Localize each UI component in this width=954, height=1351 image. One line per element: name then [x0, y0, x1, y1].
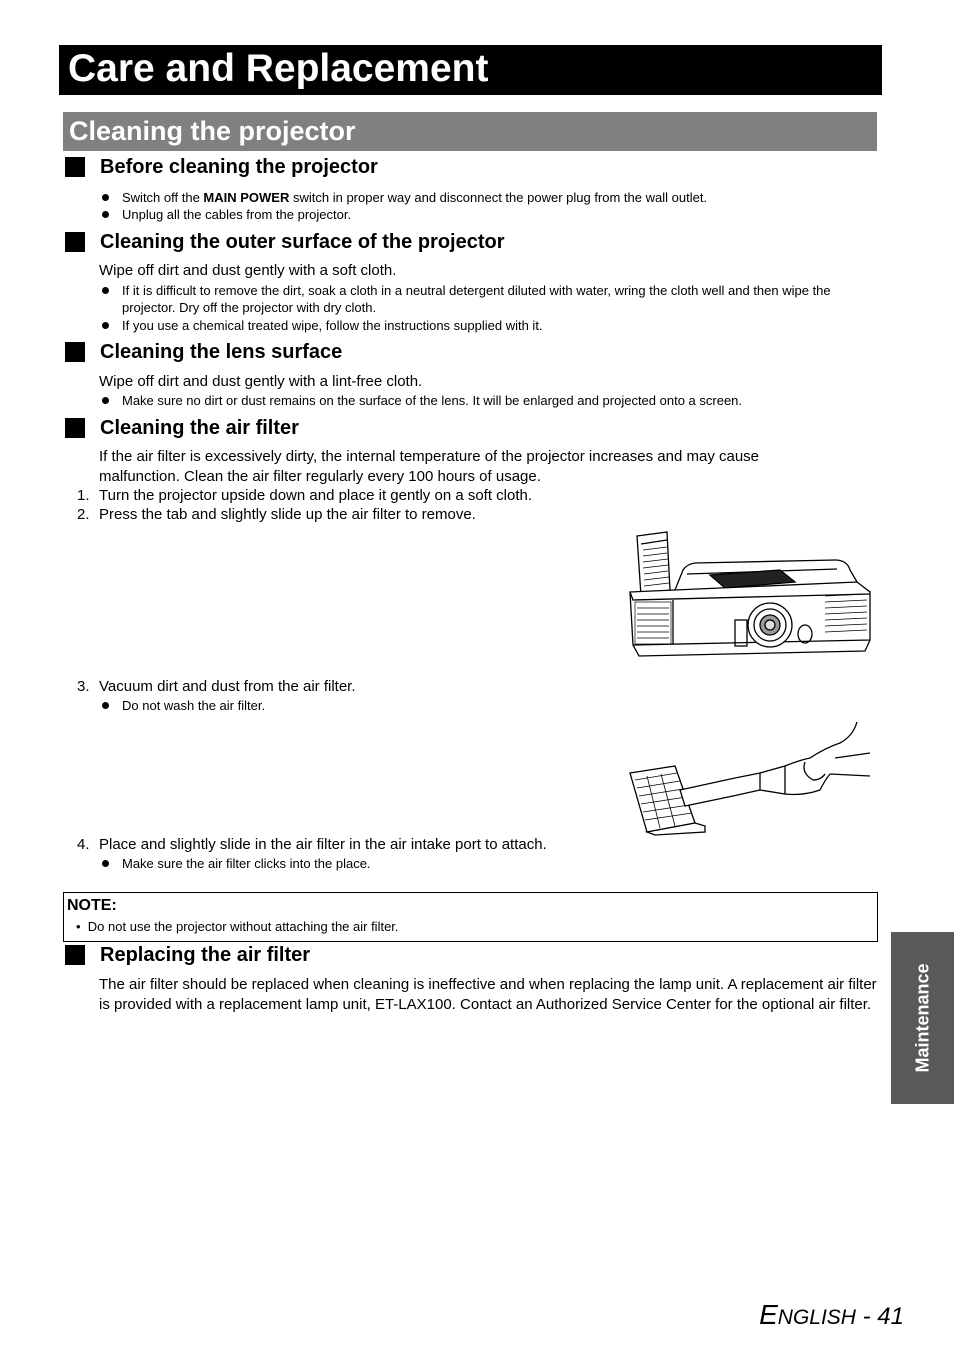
heading-square-icon [65, 232, 85, 252]
heading-text: Cleaning the lens surface [100, 341, 343, 363]
bullet-icon [102, 322, 109, 329]
paragraph: If the air filter is excessively dirty, the internal temperature of the projector increases and may cause malfunction. Clean the air filter regularly every 100 hours of usage. [99, 448, 760, 485]
page-footer: ENGLISH - 41 [759, 1299, 904, 1330]
heading-text: Cleaning the outer surface of the projector [100, 231, 505, 253]
paragraph: Wipe off dirt and dust gently with a lint-free cloth. [99, 373, 423, 390]
projector-illustration [625, 530, 875, 662]
paragraph: The air filter should be replaced when cleaning is ineffective and when replacing the lamp unit. A replacement air filter is provided with a replacement lamp unit, ET-LAX100. Contact an Authorized Service Center for the optional air filter. [99, 976, 877, 1013]
heading-square-icon [65, 945, 85, 965]
note-label: NOTE: [67, 897, 117, 914]
heading-square-icon [65, 157, 85, 177]
heading-square-icon [65, 418, 85, 438]
bullet-icon [102, 702, 109, 709]
heading-text: Before cleaning the projector [100, 156, 378, 178]
note-text: • Do not use the projector without attaching the air filter. [76, 919, 399, 934]
note-box [63, 892, 878, 942]
paragraph: Wipe off dirt and dust gently with a soft cloth. [99, 262, 397, 279]
bullet-icon [102, 211, 109, 218]
side-tab-maintenance: Maintenance [891, 932, 954, 1104]
section-title-bar [63, 112, 877, 151]
heading-text: Cleaning the air filter [100, 417, 299, 439]
vacuum-illustration [625, 718, 875, 836]
page-title-bar [59, 45, 882, 95]
heading-text: Replacing the air filter [100, 944, 311, 966]
bullet-icon [102, 287, 109, 294]
bullet-icon [102, 194, 109, 201]
page-title: Care and Replacement [68, 47, 489, 90]
section-title: Cleaning the projector [69, 116, 356, 146]
bullet-icon [102, 860, 109, 867]
bullet-icon [102, 397, 109, 404]
heading-square-icon [65, 342, 85, 362]
